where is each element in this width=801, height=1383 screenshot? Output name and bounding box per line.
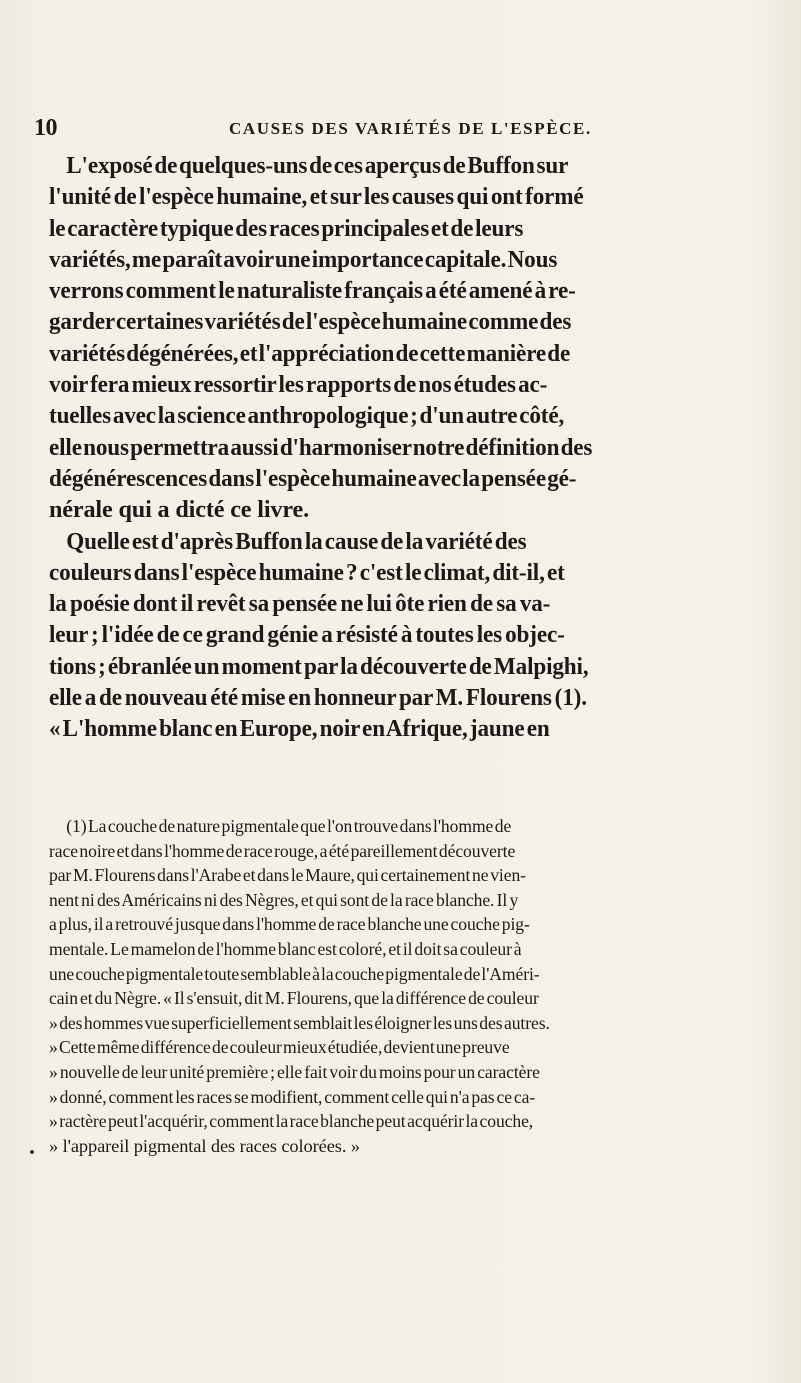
body-line: nérale qui a dicté ce livre. xyxy=(49,496,310,524)
footnote-line: par M. Flourens dans l'Arabe et dans le Maure, qui certainement ne vien- xyxy=(49,865,526,886)
body-line: elle a de nouveau été mise en honneur par M. Flourens (1). xyxy=(49,684,587,712)
body-line: variétés dégénérées, et l'appréciation de cette manière de xyxy=(49,339,571,367)
footnote-line: » des hommes vue superficiellement semblait les éloigner les uns des autres. xyxy=(49,1012,550,1033)
footnote-line: » nouvelle de leur unité première ; elle fait voir du moins pour un caractère xyxy=(49,1061,540,1082)
body-line: elle nous permettra aussi d'harmoniser notre définition des xyxy=(49,433,593,461)
body-line: tuelles avec la science anthropologique ; d'un autre côté, xyxy=(49,402,565,430)
body-line: « L'homme blanc en Europe, noir en Afrique, jaune en xyxy=(49,715,550,743)
footnote-line: une couche pigmentale toute semblable à la couche pigmentale de l'Améri- xyxy=(49,963,540,984)
body-line: L'exposé de quelques-uns de ces aperçus de Buffon sur xyxy=(66,152,569,179)
body-line: la poésie dont il revêt sa pensée ne lui ôte rien de sa va- xyxy=(49,590,551,618)
body-line: leur ; l'idée de ce grand génie a résisté à toutes les objec- xyxy=(49,621,565,649)
footnote-line: (1) La couche de nature pigmentale que l'on trouve dans l'homme de xyxy=(66,816,512,836)
body-line: tions ; ébranlée un moment par la découverte de Malpighi, xyxy=(49,652,589,680)
page-number: 10 xyxy=(34,115,57,141)
footnote-line: nent ni des Américains ni des Nègres, et qui sont de la race blanche. Il y xyxy=(49,889,519,910)
running-head: CAUSES DES VARIÉTÉS DE L'ESPÈCE. xyxy=(229,119,592,138)
body-line: dégénérescences dans l'espèce humaine avec la pensée gé- xyxy=(49,464,577,492)
body-line: couleurs dans l'espèce humaine ? c'est le climat, dit-il, et xyxy=(49,558,565,586)
footnote-line: a plus, il a retrouvé jusque dans l'homme de race blanche une couche pig- xyxy=(49,914,530,935)
footnote-line: » ractère peut l'acquérir, comment la race blanche peut acquérir la couche, xyxy=(49,1111,534,1132)
footnote-line: mentale. Le mamelon de l'homme blanc est coloré, et il doit sa couleur à xyxy=(49,938,522,959)
footnote xyxy=(49,814,795,1158)
body-line: variétés, me paraît avoir une importance capitale. Nous xyxy=(49,245,558,273)
ink-speck xyxy=(30,1150,34,1154)
footnote-line: » Cette même différence de couleur mieux étudiée, devient une preuve xyxy=(49,1037,510,1058)
body-line: voir fera mieux ressortir les rapports de nos études ac- xyxy=(49,371,548,399)
footnote-line: » donné, comment les races se modifient, comment celle qui n'a pas ce ca- xyxy=(49,1086,536,1107)
footnote-line: cain et du Nègre. « Il s'ensuit, dit M. Flourens, que la différence de couleur xyxy=(49,988,539,1009)
main-text xyxy=(49,150,795,745)
page-header xyxy=(34,116,754,142)
body-line: le caractère typique des races principales et de leurs xyxy=(49,214,524,242)
footnote-line: » l'appareil pigmental des races colorées. » xyxy=(49,1135,360,1156)
body-line: l'unité de l'espèce humaine, et sur les causes qui ont formé xyxy=(49,183,584,211)
body-line: Quelle est d'après Buffon la cause de la variété des xyxy=(66,527,527,555)
footnote-line: race noire et dans l'homme de race rouge, a été pareillement découverte xyxy=(49,840,516,861)
body-line: garder certaines variétés de l'espèce humaine comme des xyxy=(49,308,572,336)
body-line: verrons comment le naturaliste français a été amené à re- xyxy=(49,277,576,305)
